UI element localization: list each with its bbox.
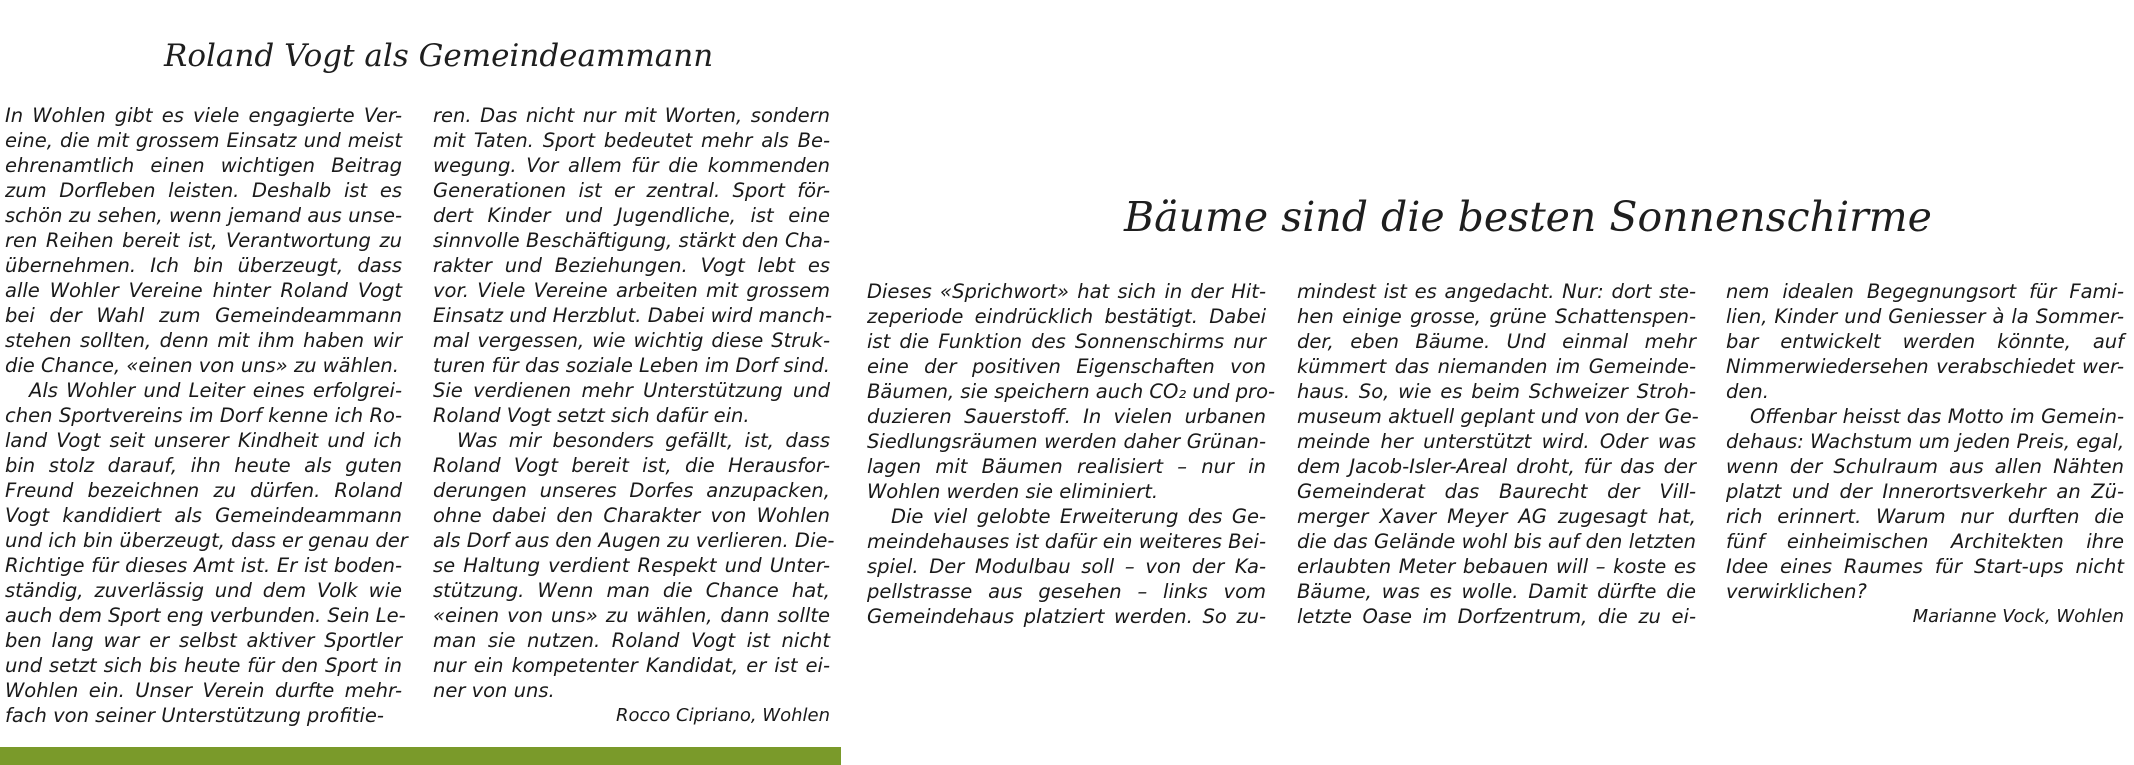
text-line: spiel. Der Modulbau soll – von der Ka- [867, 555, 1266, 578]
text-line: dert Kinder und Jugendliche, ist eine [433, 204, 830, 227]
text-line: zeperiode eindrücklich bestätigt. Dabei [867, 305, 1266, 328]
text-line: Vogt kandidiert als Gemeindeammann [5, 504, 402, 527]
text-line: Die viel gelobte Erweiterung des Ge- [891, 505, 1266, 528]
author-signature: Rocco Cipriano, Wohlen [615, 705, 830, 726]
article-headline-baeume: Bäume sind die besten Sonnenschirme [1124, 193, 1932, 241]
text-line: Einsatz und Herzblut. Dabei wird manch- [433, 304, 833, 327]
text-line: lagen mit Bäumen realisiert – nur in [867, 455, 1266, 478]
text-line: alle Wohler Vereine hinter Roland Vogt [5, 279, 402, 302]
text-line: Gemeinderat das Baurecht der Vill- [1297, 480, 1696, 503]
text-line: letzte Oase im Dorfzentrum, die zu ei- [1297, 605, 1696, 628]
text-line: nem idealen Begegnungsort für Fami- [1726, 280, 2124, 303]
text-line: der, eben Bäume. Und einmal mehr [1297, 330, 1696, 353]
text-line: Bäumen, sie speichern auch CO₂ und pro- [867, 380, 1276, 403]
article2-column-1 [867, 279, 1276, 629]
text-line: Dieses «Sprichwort» hat sich in der Hit- [867, 280, 1266, 303]
text-line: «einen von uns» zu wählen, dann sollte [433, 604, 830, 627]
text-line: se Haltung verdient Respekt und Unter- [433, 554, 830, 577]
text-line: stützung. Wenn man die Chance hat, [433, 579, 830, 602]
text-line: haus. So, wie es beim Schweizer Stroh- [1297, 380, 1696, 403]
text-line: In Wohlen gibt es viele engagierte Ver- [5, 104, 402, 127]
text-line: meinde her unterstützt wird. Oder was [1297, 430, 1696, 453]
article-headline-roland-vogt: Roland Vogt als Gemeindeammann [164, 38, 714, 74]
text-line: ohne dabei den Charakter von Wohlen [433, 504, 830, 527]
text-line: Was mir besonders gefällt, ist, dass [457, 429, 830, 452]
text-line: Richtige für dieses Amt ist. Er ist boden- [5, 554, 402, 577]
text-line: mal vergessen, wie wichtig diese Struk- [433, 329, 830, 352]
text-line: Nimmerwiedersehen verabschiedet wer- [1726, 355, 2124, 378]
text-line: Freund bezeichnen zu dürfen. Roland [5, 479, 402, 502]
text-line: ren. Das nicht nur mit Worten, sondern [433, 104, 830, 127]
text-line: auch dem Sport eng verbunden. Sein Le- [5, 604, 406, 627]
text-line: Siedlungsräumen werden daher Grünan- [867, 430, 1266, 453]
text-line: platzt und der Innerortsverkehr an Zü- [1726, 480, 2124, 503]
text-line: übernehmen. Ich bin überzeugt, dass [5, 254, 402, 277]
text-line: die das Gelände wohl bis auf den letzten [1297, 530, 1696, 553]
text-line: Roland Vogt bereit ist, die Herausfor- [433, 454, 830, 477]
text-line: ständig, zuverlässig und dem Volk wie [5, 579, 402, 602]
article1-column-2 [433, 103, 835, 728]
text-line: Gemeindehaus platziert werden. So zu- [867, 605, 1266, 628]
text-line: und setzt sich bis heute für den Sport in [5, 654, 402, 677]
text-line: Roland Vogt setzt sich dafür ein. [433, 404, 750, 427]
text-line: lien, Kinder und Geniesser à la Sommer- [1726, 305, 2124, 328]
text-line: Idee eines Raumes für Start-ups nicht [1726, 555, 2124, 578]
text-line: Sie verdienen mehr Unterstützung und [433, 379, 830, 402]
text-line: ren Reihen bereit ist, Verantwortung zu [5, 229, 402, 252]
text-line: mit Taten. Sport bedeutet mehr als Be- [433, 129, 830, 152]
text-line: rich erinnert. Warum nur durften die [1726, 505, 2124, 528]
text-line: bei der Wahl zum Gemeindeammann [5, 304, 402, 327]
text-line: Offenbar heisst das Motto im Gemein- [1750, 405, 2124, 428]
article2-column-2 [1297, 279, 1699, 629]
text-line: ist die Funktion des Sonnenschirms nur [867, 330, 1266, 353]
text-line: kümmert das niemanden im Gemeinde- [1297, 355, 1696, 378]
text-line: turen für das soziale Leben im Dorf sind. [433, 354, 830, 377]
text-line: fünf einheimischen Architekten ihre [1726, 530, 2124, 553]
text-line: vor. Viele Vereine arbeiten mit grossem [433, 279, 830, 302]
text-line: chen Sportvereins im Dorf kenne ich Ro- [5, 404, 402, 427]
text-line: land Vogt seit unserer Kindheit und ich [5, 429, 402, 452]
text-line: zum Dorfleben leisten. Deshalb ist es [5, 179, 402, 202]
green-footer-bar [0, 747, 841, 765]
text-line: dehaus: Wachstum um jeden Preis, egal, [1726, 430, 2125, 453]
text-line: pellstrasse aus gesehen – links vom [867, 580, 1266, 603]
text-line: bin stolz darauf, ihn heute als guten [5, 454, 402, 477]
text-line: merger Xaver Meyer AG zugesagt hat, [1297, 505, 1696, 528]
text-line: ehrenamtlich einen wichtigen Beitrag [5, 154, 402, 177]
text-line: hen einige grosse, grüne Schattenspen- [1297, 305, 1696, 328]
article2-column-3 [1726, 279, 2124, 629]
text-line: eine der positiven Eigenschaften von [867, 355, 1266, 378]
text-line: eine, die mit grossem Einsatz und meist [5, 129, 402, 152]
text-line: dem Jacob-Isler-Areal droht, für das der [1297, 455, 1696, 478]
text-line: Bäume, was es wolle. Damit dürfte die [1297, 580, 1696, 603]
text-line: wegung. Vor allem für die kommenden [433, 154, 830, 177]
text-line: rakter und Beziehungen. Vogt lebt es [433, 254, 830, 277]
article1-column-1 [5, 103, 408, 728]
text-line: derungen unseres Dorfes anzupacken, [433, 479, 830, 502]
text-line: ben lang war er selbst aktiver Sportler [5, 629, 402, 652]
text-line: Wohlen werden sie eliminiert. [867, 480, 1159, 503]
text-line: und ich bin überzeugt, dass er genau der [5, 529, 408, 552]
text-line: mindest ist es angedacht. Nur: dort ste- [1297, 280, 1696, 303]
text-line: duzieren Sauerstoff. In vielen urbanen [867, 405, 1266, 428]
text-line: die Chance, «einen von uns» zu wählen. [5, 354, 399, 377]
text-line: Wohlen ein. Unser Verein durfte mehr- [5, 679, 402, 702]
text-line: fach von seiner Unterstützung profitie- [5, 704, 384, 727]
text-line: wenn der Schulraum aus allen Nähten [1726, 455, 2124, 478]
text-line: ner von uns. [433, 679, 555, 702]
text-line: man sie nutzen. Roland Vogt ist nicht [433, 629, 830, 652]
author-signature: Marianne Vock, Wohlen [1912, 606, 2124, 627]
text-line: bar entwickelt werden könnte, auf [1726, 330, 2124, 353]
text-line: verwirklichen? [1726, 580, 1867, 603]
text-line: nur ein kompetenter Kandidat, er ist ei- [433, 654, 830, 677]
text-line: stehen sollten, denn mit ihm haben wir [5, 329, 402, 352]
text-line: Generationen ist er zentral. Sport för- [433, 179, 830, 202]
text-line: erlaubten Meter bebauen will – koste es [1297, 555, 1696, 578]
text-line: Als Wohler und Leiter eines erfolgrei- [29, 379, 402, 402]
text-line: sinnvolle Beschäftigung, stärkt den Cha- [433, 229, 830, 252]
text-line: als Dorf aus den Augen zu verlieren. Die- [433, 529, 835, 552]
text-line: schön zu sehen, wenn jemand aus unse- [5, 204, 402, 227]
text-line: meindehauses ist dafür ein weiteres Bei- [867, 530, 1266, 553]
text-line: museum aktuell geplant und von der Ge- [1297, 405, 1699, 428]
text-line: den. [1726, 380, 1769, 403]
